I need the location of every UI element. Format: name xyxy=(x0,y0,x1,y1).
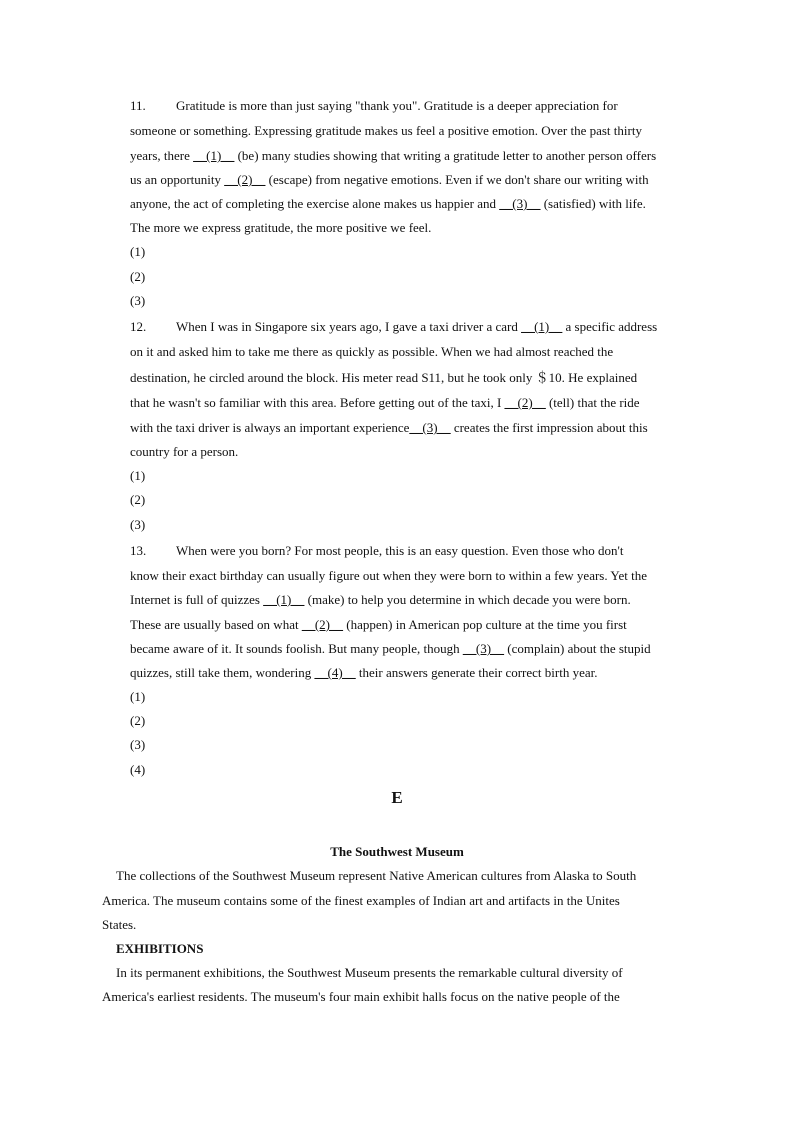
q13-line-5: became aware of it. It sounds foolish. But many people, though __(3)__ (complain) about the stupid xyxy=(130,641,651,656)
q13-line-1: 13. When were you born? For most people, this is an easy question. Even those who don't xyxy=(130,540,692,562)
q11-line-3: years, there __(1)__ (be) many studies showing that writing a gratitude letter to another person offers xyxy=(130,148,657,163)
q12-number: 12. xyxy=(130,319,147,334)
q13-answer-1: (1) xyxy=(130,689,146,704)
q12-answer-2: (2) xyxy=(130,492,146,507)
q11-blank-3: __(3)__ xyxy=(499,196,541,211)
q11-number: 11. xyxy=(130,98,146,113)
q11-answer-3: (3) xyxy=(130,293,146,308)
q13-blank-3: __(3)__ xyxy=(462,641,505,656)
article-title: The Southwest Museum xyxy=(330,844,464,859)
q12-line-1: 12. When I was in Singapore six years ago, I gave a taxi driver a card __(1)__ a specific address xyxy=(130,316,692,338)
q12-answer-1: (1) xyxy=(130,468,146,483)
q12-line-4: that he wasn't so familiar with this area. Before getting out of the taxi, I __(2)__ (tell) that the ride xyxy=(130,395,640,410)
q11-line-1: 11. Gratitude is more than just saying "thank you". Gratitude is a deeper appreciation for xyxy=(130,95,692,117)
exhibitions-line-2: America's earliest residents. The museum's four main exhibit halls focus on the native people of the xyxy=(102,989,620,1004)
q11-line-2: someone or something. Expressing gratitude makes us feel a positive emotion. Over the past thirty xyxy=(130,123,642,138)
q11-blank-2: __(2)__ xyxy=(224,172,266,187)
q13-line-4: These are usually based on what __(2)__ (happen) in American pop culture at the time you first xyxy=(130,617,627,632)
q11-answer-1: (1) xyxy=(130,244,146,259)
q11-line-5: anyone, the act of completing the exercise alone makes us happier and __(3)__ (satisfied) with life. xyxy=(130,196,646,211)
q13-answer-2: (2) xyxy=(130,713,146,728)
q13-number: 13. xyxy=(130,543,147,558)
q13-line-6: quizzes, still take them, wondering __(4)__ their answers generate their correct birth year. xyxy=(130,665,598,680)
section-e-heading: E xyxy=(391,788,403,807)
exhibitions-heading: EXHIBITIONS xyxy=(116,941,204,956)
q13-blank-2: __(2)__ xyxy=(301,617,344,632)
q11-line-6: The more we express gratitude, the more positive we feel. xyxy=(130,220,432,235)
q13-line-3: Internet is full of quizzes __(1)__ (make) to help you determine in which decade you were born. xyxy=(130,592,631,607)
q13-blank-4: __(4)__ xyxy=(314,665,356,680)
q12-blank-3: __(3)__ xyxy=(409,420,451,435)
q12-answer-3: (3) xyxy=(130,517,146,532)
intro-line-3: States. xyxy=(102,917,137,932)
exhibitions-line-1: In its permanent exhibitions, the Southwest Museum presents the remarkable cultural diversity of xyxy=(116,965,623,980)
intro-line-1: The collections of the Southwest Museum represent Native American cultures from Alaska to South xyxy=(116,868,637,883)
q12-line-3: destination, he circled around the block. His meter read S11, but he took only ＄10. He explained xyxy=(130,370,638,385)
q11-line-4: us an opportunity __(2)__ (escape) from negative emotions. Even if we don't share our writing with xyxy=(130,172,649,187)
q13-line-2: know their exact birthday can usually figure out when they were born to within a few years. Yet the xyxy=(130,568,647,583)
q12-blank-1: __(1)__ xyxy=(521,319,563,334)
q12-blank-2: __(2)__ xyxy=(504,395,546,410)
q11-blank-1: __(1)__ xyxy=(193,148,235,163)
q12-line-6: country for a person. xyxy=(130,444,239,459)
q12-line-2: on it and asked him to take me there as quickly as possible. When we had almost reached the xyxy=(130,344,614,359)
q13-answer-3: (3) xyxy=(130,737,146,752)
intro-line-2: America. The museum contains some of the finest examples of Indian art and artifacts in the Unites xyxy=(102,893,620,908)
q11-answer-2: (2) xyxy=(130,269,146,284)
q13-answer-4: (4) xyxy=(130,762,146,777)
q13-blank-1: __(1)__ xyxy=(263,592,305,607)
q12-line-5: with the taxi driver is always an important experience__(3)__ creates the first impression about this xyxy=(130,420,648,435)
